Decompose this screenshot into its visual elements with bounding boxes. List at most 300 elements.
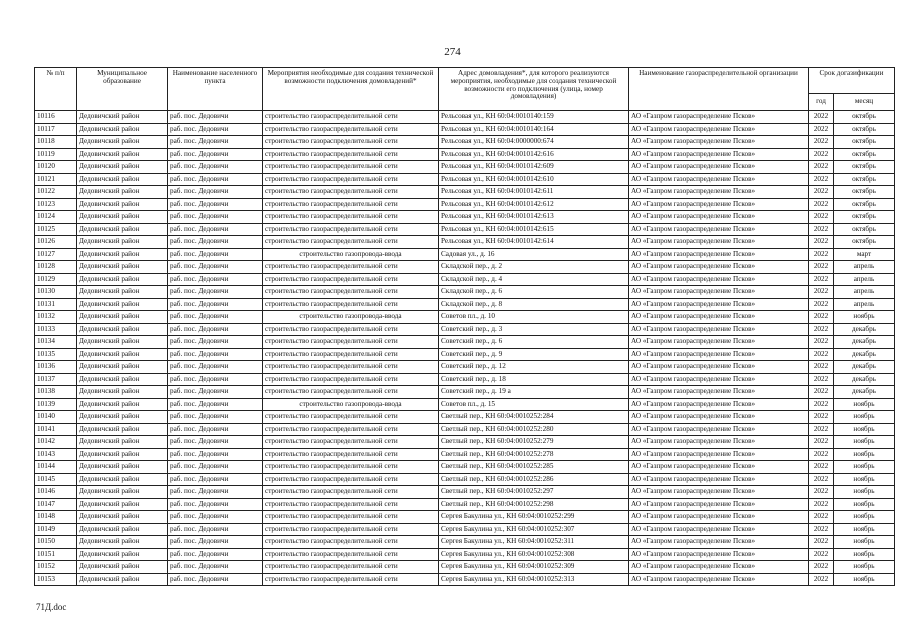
cell-settlement: раб. пос. Дедовичи bbox=[168, 161, 263, 174]
cell-municipality: Дедовичский район bbox=[77, 223, 168, 236]
table-row bbox=[35, 448, 895, 461]
cell-num: 10140 bbox=[35, 411, 77, 424]
cell-address: Рельсовая ул., КН 60:04:0010142:615 bbox=[439, 223, 629, 236]
cell-year: 2022 bbox=[809, 273, 834, 286]
cell-month: октябрь bbox=[834, 198, 895, 211]
cell-org: АО «Газпром газораспределение Псков» bbox=[629, 348, 809, 361]
cell-org: АО «Газпром газораспределение Псков» bbox=[629, 248, 809, 261]
cell-municipality: Дедовичский район bbox=[77, 286, 168, 299]
cell-settlement: раб. пос. Дедовичи bbox=[168, 373, 263, 386]
cell-measures: строительство газораспределительной сети bbox=[263, 336, 439, 349]
cell-org: АО «Газпром газораспределение Псков» bbox=[629, 498, 809, 511]
cell-month: декабрь bbox=[834, 373, 895, 386]
cell-month: октябрь bbox=[834, 211, 895, 224]
cell-address: Складской пер., д. 4 bbox=[439, 273, 629, 286]
cell-org: АО «Газпром газораспределение Псков» bbox=[629, 473, 809, 486]
cell-measures: строительство газораспределительной сети bbox=[263, 236, 439, 249]
cell-address: Светлый пер., КН 60:04:0010252:279 bbox=[439, 436, 629, 449]
cell-month: ноябрь bbox=[834, 398, 895, 411]
cell-org: АО «Газпром газораспределение Псков» bbox=[629, 398, 809, 411]
cell-year: 2022 bbox=[809, 136, 834, 149]
cell-measures: строительство газораспределительной сети bbox=[263, 198, 439, 211]
cell-municipality: Дедовичский район bbox=[77, 561, 168, 574]
table-body bbox=[35, 111, 895, 586]
cell-measures: строительство газораспределительной сети bbox=[263, 411, 439, 424]
table-row bbox=[35, 161, 895, 174]
cell-measures: строительство газораспределительной сети bbox=[263, 386, 439, 399]
cell-address: Рельсовая ул., КН 60:04:0010142:614 bbox=[439, 236, 629, 249]
cell-month: ноябрь bbox=[834, 573, 895, 586]
cell-settlement: раб. пос. Дедовичи bbox=[168, 186, 263, 199]
cell-settlement: раб. пос. Дедовичи bbox=[168, 211, 263, 224]
cell-year: 2022 bbox=[809, 473, 834, 486]
table-row bbox=[35, 286, 895, 299]
cell-num: 10144 bbox=[35, 461, 77, 474]
cell-year: 2022 bbox=[809, 111, 834, 124]
table-row bbox=[35, 461, 895, 474]
cell-settlement: раб. пос. Дедовичи bbox=[168, 423, 263, 436]
cell-month: октябрь bbox=[834, 123, 895, 136]
cell-year: 2022 bbox=[809, 398, 834, 411]
table-row bbox=[35, 561, 895, 574]
cell-settlement: раб. пос. Дедовичи bbox=[168, 248, 263, 261]
cell-org: АО «Газпром газораспределение Псков» bbox=[629, 461, 809, 474]
cell-org: АО «Газпром газораспределение Псков» bbox=[629, 336, 809, 349]
cell-settlement: раб. пос. Дедовичи bbox=[168, 111, 263, 124]
cell-settlement: раб. пос. Дедовичи bbox=[168, 461, 263, 474]
cell-org: АО «Газпром газораспределение Псков» bbox=[629, 411, 809, 424]
cell-num: 10123 bbox=[35, 198, 77, 211]
table-row bbox=[35, 223, 895, 236]
cell-measures: строительство газораспределительной сети bbox=[263, 161, 439, 174]
cell-address: Советский пер., д. 3 bbox=[439, 323, 629, 336]
cell-address: Светлый пер., КН 60:04:0010252:298 bbox=[439, 498, 629, 511]
table-row bbox=[35, 298, 895, 311]
cell-address: Светлый пер., КН 60:04:0010252:284 bbox=[439, 411, 629, 424]
cell-settlement: раб. пос. Дедовичи bbox=[168, 548, 263, 561]
cell-address: Сергея Бакулина ул., КН 60:04:0010252:308 bbox=[439, 548, 629, 561]
cell-month: октябрь bbox=[834, 236, 895, 249]
cell-settlement: раб. пос. Дедовичи bbox=[168, 573, 263, 586]
cell-org: АО «Газпром газораспределение Псков» bbox=[629, 211, 809, 224]
cell-org: АО «Газпром газораспределение Псков» bbox=[629, 186, 809, 199]
cell-org: АО «Газпром газораспределение Псков» bbox=[629, 511, 809, 524]
table-row bbox=[35, 473, 895, 486]
cell-settlement: раб. пос. Дедовичи bbox=[168, 298, 263, 311]
header-org: Наименование газораспределительной организации bbox=[629, 68, 809, 111]
cell-month: октябрь bbox=[834, 148, 895, 161]
header-year: год bbox=[809, 94, 834, 111]
table-row bbox=[35, 498, 895, 511]
cell-address: Светлый пер., КН 60:04:0010252:278 bbox=[439, 448, 629, 461]
gasification-table bbox=[34, 67, 895, 586]
cell-num: 10137 bbox=[35, 373, 77, 386]
cell-settlement: раб. пос. Дедовичи bbox=[168, 523, 263, 536]
cell-measures: строительство газораспределительной сети bbox=[263, 573, 439, 586]
cell-municipality: Дедовичский район bbox=[77, 473, 168, 486]
cell-year: 2022 bbox=[809, 411, 834, 424]
cell-year: 2022 bbox=[809, 261, 834, 274]
cell-num: 10118 bbox=[35, 136, 77, 149]
table-row bbox=[35, 336, 895, 349]
cell-num: 10127 bbox=[35, 248, 77, 261]
cell-num: 10142 bbox=[35, 436, 77, 449]
cell-year: 2022 bbox=[809, 386, 834, 399]
cell-month: октябрь bbox=[834, 223, 895, 236]
cell-num: 10138 bbox=[35, 386, 77, 399]
table-row bbox=[35, 411, 895, 424]
cell-address: Складской пер., д. 8 bbox=[439, 298, 629, 311]
cell-settlement: раб. пос. Дедовичи bbox=[168, 536, 263, 549]
cell-num: 10150 bbox=[35, 536, 77, 549]
cell-num: 10129 bbox=[35, 273, 77, 286]
cell-org: АО «Газпром газораспределение Псков» bbox=[629, 223, 809, 236]
cell-org: АО «Газпром газораспределение Псков» bbox=[629, 536, 809, 549]
cell-settlement: раб. пос. Дедовичи bbox=[168, 361, 263, 374]
cell-municipality: Дедовичский район bbox=[77, 261, 168, 274]
cell-municipality: Дедовичский район bbox=[77, 461, 168, 474]
table-row bbox=[35, 373, 895, 386]
cell-address: Рельсовая ул., КН 60:04:0010142:611 bbox=[439, 186, 629, 199]
footer-filename: 71Д.doc bbox=[36, 602, 67, 612]
table-row bbox=[35, 173, 895, 186]
table-row bbox=[35, 323, 895, 336]
table-row bbox=[35, 573, 895, 586]
cell-settlement: раб. пос. Дедовичи bbox=[168, 198, 263, 211]
cell-municipality: Дедовичский район bbox=[77, 298, 168, 311]
cell-settlement: раб. пос. Дедовичи bbox=[168, 498, 263, 511]
cell-settlement: раб. пос. Дедовичи bbox=[168, 511, 263, 524]
cell-org: АО «Газпром газораспределение Псков» bbox=[629, 323, 809, 336]
cell-num: 10122 bbox=[35, 186, 77, 199]
cell-month: ноябрь bbox=[834, 436, 895, 449]
table-row bbox=[35, 123, 895, 136]
cell-org: АО «Газпром газораспределение Псков» bbox=[629, 523, 809, 536]
table-header bbox=[35, 68, 895, 111]
cell-settlement: раб. пос. Дедовичи bbox=[168, 236, 263, 249]
cell-settlement: раб. пос. Дедовичи bbox=[168, 436, 263, 449]
cell-address: Сергея Бакулина ул., КН 60:04:0010252:311 bbox=[439, 536, 629, 549]
cell-measures: строительство газораспределительной сети bbox=[263, 261, 439, 274]
cell-year: 2022 bbox=[809, 461, 834, 474]
cell-year: 2022 bbox=[809, 123, 834, 136]
cell-measures: строительство газораспределительной сети bbox=[263, 298, 439, 311]
cell-num: 10124 bbox=[35, 211, 77, 224]
cell-address: Сергея Бакулина ул., КН 60:04:0010252:307 bbox=[439, 523, 629, 536]
cell-measures: строительство газораспределительной сети bbox=[263, 373, 439, 386]
cell-municipality: Дедовичский район bbox=[77, 111, 168, 124]
cell-year: 2022 bbox=[809, 223, 834, 236]
cell-month: ноябрь bbox=[834, 536, 895, 549]
cell-measures: строительство газораспределительной сети bbox=[263, 423, 439, 436]
cell-measures: строительство газораспределительной сети bbox=[263, 561, 439, 574]
cell-month: ноябрь bbox=[834, 486, 895, 499]
cell-municipality: Дедовичский район bbox=[77, 361, 168, 374]
cell-month: ноябрь bbox=[834, 548, 895, 561]
header-settlement: Наименование населенного пункта bbox=[168, 68, 263, 111]
cell-measures: строительство газораспределительной сети bbox=[263, 211, 439, 224]
cell-org: АО «Газпром газораспределение Псков» bbox=[629, 236, 809, 249]
cell-month: апрель bbox=[834, 273, 895, 286]
cell-year: 2022 bbox=[809, 573, 834, 586]
cell-org: АО «Газпром газораспределение Псков» bbox=[629, 173, 809, 186]
table-row bbox=[35, 511, 895, 524]
cell-municipality: Дедовичский район bbox=[77, 548, 168, 561]
cell-month: декабрь bbox=[834, 386, 895, 399]
cell-year: 2022 bbox=[809, 523, 834, 536]
cell-settlement: раб. пос. Дедовичи bbox=[168, 561, 263, 574]
cell-municipality: Дедовичский район bbox=[77, 536, 168, 549]
cell-org: АО «Газпром газораспределение Псков» bbox=[629, 136, 809, 149]
cell-num: 10151 bbox=[35, 548, 77, 561]
cell-settlement: раб. пос. Дедовичи bbox=[168, 448, 263, 461]
cell-measures: строительство газораспределительной сети bbox=[263, 286, 439, 299]
cell-num: 10143 bbox=[35, 448, 77, 461]
cell-measures: строительство газораспределительной сети bbox=[263, 173, 439, 186]
cell-num: 10120 bbox=[35, 161, 77, 174]
cell-num: 10153 bbox=[35, 573, 77, 586]
cell-address: Советский пер., д. 18 bbox=[439, 373, 629, 386]
header-municipality: Муниципальное образование bbox=[77, 68, 168, 111]
cell-org: АО «Газпром газораспределение Псков» bbox=[629, 286, 809, 299]
cell-org: АО «Газпром газораспределение Псков» bbox=[629, 561, 809, 574]
cell-num: 10152 bbox=[35, 561, 77, 574]
cell-month: ноябрь bbox=[834, 411, 895, 424]
cell-year: 2022 bbox=[809, 286, 834, 299]
cell-org: АО «Газпром газораспределение Псков» bbox=[629, 386, 809, 399]
cell-month: ноябрь bbox=[834, 523, 895, 536]
cell-settlement: раб. пос. Дедовичи bbox=[168, 386, 263, 399]
cell-municipality: Дедовичский район bbox=[77, 236, 168, 249]
cell-num: 10133 bbox=[35, 323, 77, 336]
cell-address: Светлый пер., КН 60:04:0010252:286 bbox=[439, 473, 629, 486]
cell-org: АО «Газпром газораспределение Псков» bbox=[629, 261, 809, 274]
cell-measures: строительство газораспределительной сети bbox=[263, 536, 439, 549]
cell-year: 2022 bbox=[809, 548, 834, 561]
cell-year: 2022 bbox=[809, 186, 834, 199]
cell-num: 10139 bbox=[35, 398, 77, 411]
cell-org: АО «Газпром газораспределение Псков» bbox=[629, 436, 809, 449]
cell-address: Садовая ул., д. 16 bbox=[439, 248, 629, 261]
cell-address: Советов пл., д. 15 bbox=[439, 398, 629, 411]
cell-municipality: Дедовичский район bbox=[77, 436, 168, 449]
cell-address: Светлый пер., КН 60:04:0010252:280 bbox=[439, 423, 629, 436]
table-row bbox=[35, 423, 895, 436]
cell-address: Советский пер., д. 12 bbox=[439, 361, 629, 374]
cell-settlement: раб. пос. Дедовичи bbox=[168, 311, 263, 324]
cell-settlement: раб. пос. Дедовичи bbox=[168, 223, 263, 236]
table-row bbox=[35, 311, 895, 324]
cell-settlement: раб. пос. Дедовичи bbox=[168, 136, 263, 149]
cell-measures: строительство газораспределительной сети bbox=[263, 473, 439, 486]
cell-address: Рельсовая ул., КН 60:04:0010142:616 bbox=[439, 148, 629, 161]
cell-municipality: Дедовичский район bbox=[77, 398, 168, 411]
cell-measures: строительство газораспределительной сети bbox=[263, 361, 439, 374]
cell-month: октябрь bbox=[834, 161, 895, 174]
cell-settlement: раб. пос. Дедовичи bbox=[168, 323, 263, 336]
table-row bbox=[35, 523, 895, 536]
cell-num: 10126 bbox=[35, 236, 77, 249]
cell-measures: строительство газораспределительной сети bbox=[263, 123, 439, 136]
cell-year: 2022 bbox=[809, 311, 834, 324]
cell-year: 2022 bbox=[809, 161, 834, 174]
table-row bbox=[35, 273, 895, 286]
cell-month: декабрь bbox=[834, 361, 895, 374]
cell-measures: строительство газораспределительной сети bbox=[263, 186, 439, 199]
header-month: месяц bbox=[834, 94, 895, 111]
cell-measures: строительство газораспределительной сети bbox=[263, 348, 439, 361]
table-row bbox=[35, 536, 895, 549]
cell-municipality: Дедовичский район bbox=[77, 311, 168, 324]
cell-org: АО «Газпром газораспределение Псков» bbox=[629, 423, 809, 436]
cell-municipality: Дедовичский район bbox=[77, 136, 168, 149]
cell-municipality: Дедовичский район bbox=[77, 161, 168, 174]
cell-num: 10141 bbox=[35, 423, 77, 436]
cell-measures: строительство газопровода-ввода bbox=[263, 398, 439, 411]
cell-measures: строительство газораспределительной сети bbox=[263, 436, 439, 449]
cell-month: ноябрь bbox=[834, 423, 895, 436]
cell-municipality: Дедовичский район bbox=[77, 348, 168, 361]
cell-org: АО «Газпром газораспределение Псков» bbox=[629, 198, 809, 211]
cell-org: АО «Газпром газораспределение Псков» bbox=[629, 548, 809, 561]
cell-org: АО «Газпром газораспределение Псков» bbox=[629, 111, 809, 124]
cell-address: Рельсовая ул., КН 60:04:0010142:613 bbox=[439, 211, 629, 224]
cell-settlement: раб. пос. Дедовичи bbox=[168, 286, 263, 299]
cell-settlement: раб. пос. Дедовичи bbox=[168, 336, 263, 349]
cell-num: 10146 bbox=[35, 486, 77, 499]
cell-year: 2022 bbox=[809, 561, 834, 574]
cell-org: АО «Газпром газораспределение Псков» bbox=[629, 486, 809, 499]
cell-address: Рельсовая ул., КН 60:04:0010142:612 bbox=[439, 198, 629, 211]
cell-measures: строительство газораспределительной сети bbox=[263, 523, 439, 536]
cell-measures: строительство газораспределительной сети bbox=[263, 136, 439, 149]
cell-address: Рельсовая ул., КН 60:04:0000000:674 bbox=[439, 136, 629, 149]
header-num: № п/п bbox=[35, 68, 77, 111]
cell-year: 2022 bbox=[809, 448, 834, 461]
cell-year: 2022 bbox=[809, 236, 834, 249]
table-row bbox=[35, 486, 895, 499]
cell-year: 2022 bbox=[809, 423, 834, 436]
table-row bbox=[35, 548, 895, 561]
cell-municipality: Дедовичский район bbox=[77, 323, 168, 336]
cell-municipality: Дедовичский район bbox=[77, 186, 168, 199]
table-row bbox=[35, 211, 895, 224]
cell-settlement: раб. пос. Дедовичи bbox=[168, 123, 263, 136]
cell-month: декабрь bbox=[834, 336, 895, 349]
cell-org: АО «Газпром газораспределение Псков» bbox=[629, 148, 809, 161]
cell-month: апрель bbox=[834, 298, 895, 311]
cell-year: 2022 bbox=[809, 198, 834, 211]
cell-year: 2022 bbox=[809, 248, 834, 261]
cell-num: 10130 bbox=[35, 286, 77, 299]
cell-year: 2022 bbox=[809, 211, 834, 224]
cell-address: Советский пер., д. 9 bbox=[439, 348, 629, 361]
cell-address: Советов пл., д. 10 bbox=[439, 311, 629, 324]
cell-municipality: Дедовичский район bbox=[77, 173, 168, 186]
cell-address: Светлый пер., КН 60:04:0010252:297 bbox=[439, 486, 629, 499]
table-row bbox=[35, 436, 895, 449]
cell-settlement: раб. пос. Дедовичи bbox=[168, 261, 263, 274]
cell-settlement: раб. пос. Дедовичи bbox=[168, 473, 263, 486]
cell-municipality: Дедовичский район bbox=[77, 123, 168, 136]
cell-municipality: Дедовичский район bbox=[77, 211, 168, 224]
cell-settlement: раб. пос. Дедовичи bbox=[168, 273, 263, 286]
cell-org: АО «Газпром газораспределение Псков» bbox=[629, 298, 809, 311]
table-row bbox=[35, 248, 895, 261]
cell-address: Рельсовая ул., КН 60:04:0010140:159 bbox=[439, 111, 629, 124]
cell-address: Сергея Бакулина ул., КН 60:04:0010252:309 bbox=[439, 561, 629, 574]
cell-address: Складской пер., д. 2 bbox=[439, 261, 629, 274]
cell-year: 2022 bbox=[809, 336, 834, 349]
cell-month: декабрь bbox=[834, 348, 895, 361]
table-row bbox=[35, 261, 895, 274]
cell-measures: строительство газораспределительной сети bbox=[263, 223, 439, 236]
cell-month: ноябрь bbox=[834, 561, 895, 574]
header-address: Адрес домовладения*, для которого реализуются мероприятия, необходимые для создания технической возможности его подключения (улица, номер домовладения) bbox=[439, 68, 629, 111]
cell-settlement: раб. пос. Дедовичи bbox=[168, 411, 263, 424]
cell-year: 2022 bbox=[809, 323, 834, 336]
cell-year: 2022 bbox=[809, 536, 834, 549]
cell-num: 10132 bbox=[35, 311, 77, 324]
cell-year: 2022 bbox=[809, 173, 834, 186]
cell-month: декабрь bbox=[834, 323, 895, 336]
cell-month: октябрь bbox=[834, 173, 895, 186]
cell-municipality: Дедовичский район bbox=[77, 448, 168, 461]
cell-org: АО «Газпром газораспределение Псков» bbox=[629, 161, 809, 174]
table-row bbox=[35, 198, 895, 211]
cell-municipality: Дедовичский район bbox=[77, 423, 168, 436]
cell-measures: строительство газораспределительной сети bbox=[263, 148, 439, 161]
cell-measures: строительство газораспределительной сети bbox=[263, 323, 439, 336]
cell-num: 10131 bbox=[35, 298, 77, 311]
page-number: 274 bbox=[444, 46, 461, 58]
table-row bbox=[35, 348, 895, 361]
cell-municipality: Дедовичский район bbox=[77, 486, 168, 499]
cell-address: Сергея Бакулина ул., КН 60:04:0010252:299 bbox=[439, 511, 629, 524]
cell-month: апрель bbox=[834, 286, 895, 299]
cell-num: 10134 bbox=[35, 336, 77, 349]
cell-month: ноябрь bbox=[834, 461, 895, 474]
table-row bbox=[35, 148, 895, 161]
table-row bbox=[35, 386, 895, 399]
cell-month: октябрь bbox=[834, 186, 895, 199]
table-row bbox=[35, 361, 895, 374]
cell-year: 2022 bbox=[809, 511, 834, 524]
cell-municipality: Дедовичский район bbox=[77, 523, 168, 536]
cell-municipality: Дедовичский район bbox=[77, 198, 168, 211]
cell-settlement: раб. пос. Дедовичи bbox=[168, 486, 263, 499]
cell-year: 2022 bbox=[809, 361, 834, 374]
cell-measures: строительство газопровода-ввода bbox=[263, 311, 439, 324]
table-row bbox=[35, 136, 895, 149]
cell-month: ноябрь bbox=[834, 473, 895, 486]
cell-num: 10125 bbox=[35, 223, 77, 236]
cell-measures: строительство газораспределительной сети bbox=[263, 498, 439, 511]
cell-year: 2022 bbox=[809, 148, 834, 161]
cell-num: 10148 bbox=[35, 511, 77, 524]
cell-address: Рельсовая ул., КН 60:04:0010140:164 bbox=[439, 123, 629, 136]
cell-municipality: Дедовичский район bbox=[77, 148, 168, 161]
cell-municipality: Дедовичский район bbox=[77, 411, 168, 424]
header-term: Срок догазификации bbox=[809, 68, 895, 94]
cell-municipality: Дедовичский район bbox=[77, 573, 168, 586]
cell-month: ноябрь bbox=[834, 448, 895, 461]
cell-month: март bbox=[834, 248, 895, 261]
cell-measures: строительство газораспределительной сети bbox=[263, 461, 439, 474]
table-row bbox=[35, 186, 895, 199]
cell-settlement: раб. пос. Дедовичи bbox=[168, 348, 263, 361]
cell-month: апрель bbox=[834, 261, 895, 274]
